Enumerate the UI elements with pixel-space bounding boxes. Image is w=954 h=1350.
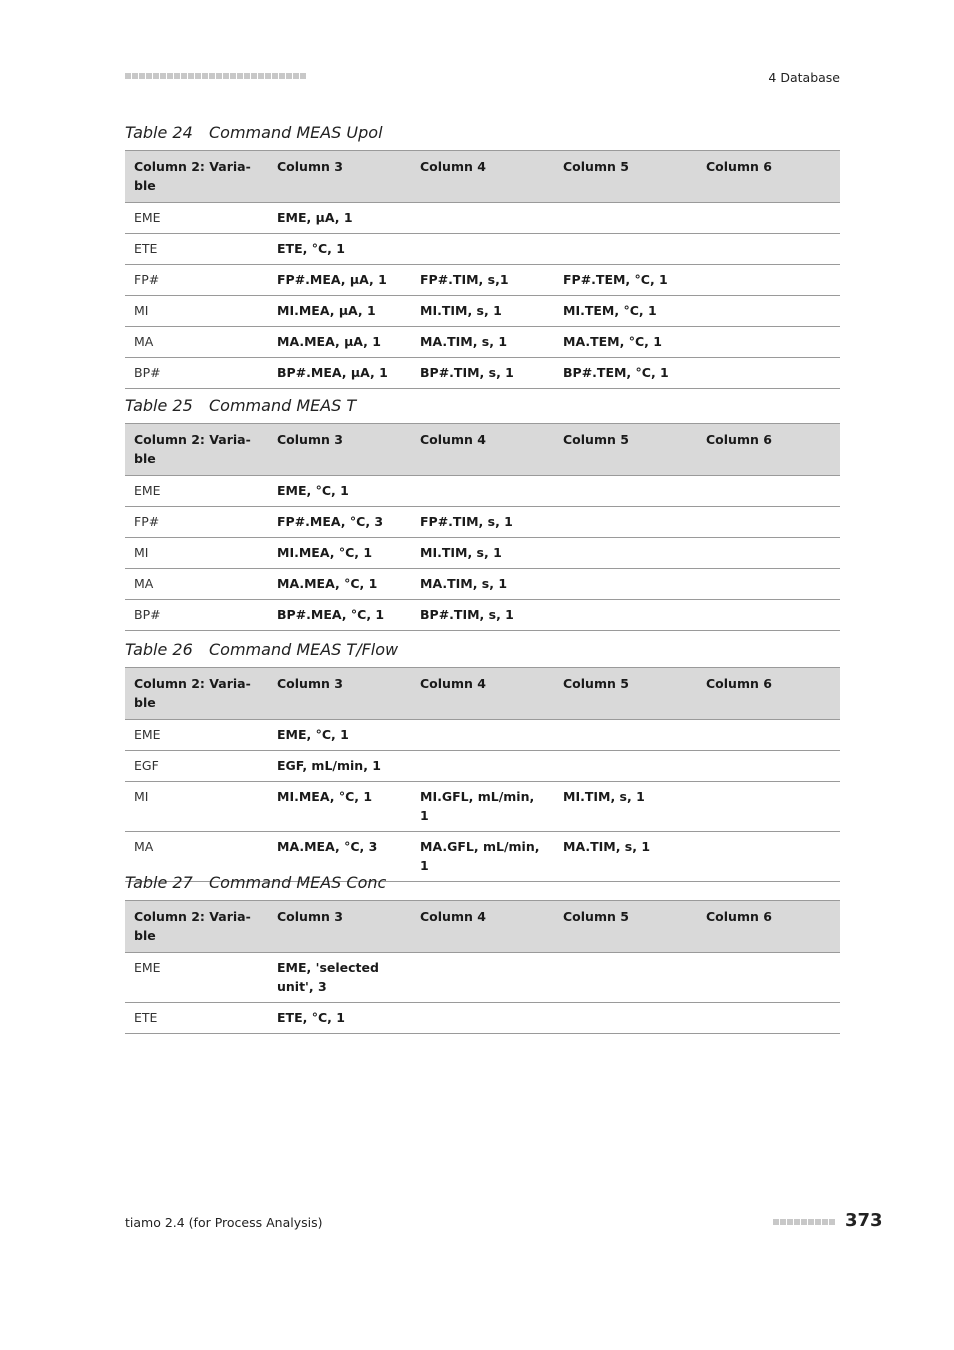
table-cell: EME [125,476,268,507]
table-cell: MI [125,538,268,569]
table-cell: ETE [125,1003,268,1034]
table-row [125,538,840,569]
table-cell [411,476,554,507]
table-cell: EME, °C, 1 [268,720,411,751]
table-title: Command MEAS Conc [209,873,387,892]
table-cell: MI.TIM, s, 1 [411,538,554,569]
table-cell: MA.MEA, µA, 1 [268,327,411,358]
table-row [125,327,840,358]
table-header-row [125,901,840,953]
column-header: Column 2: Varia- ble [125,424,268,476]
column-header: Column 6 [697,424,840,476]
table-cell: EGF, mL/min, 1 [268,751,411,782]
table-cell: MI [125,782,268,832]
table-cell: MA.TEM, °C, 1 [554,327,697,358]
table-cell [554,1003,697,1034]
table-cell: EME [125,953,268,1003]
table-cell: EME, µA, 1 [268,203,411,234]
table-caption [125,123,383,142]
table-caption [125,873,386,892]
table-cell: FP# [125,265,268,296]
table-cell: MI.TIM, s, 1 [554,782,697,832]
table-number: Table 24 [125,123,193,142]
table-cell: MA [125,569,268,600]
table-title: Command MEAS T/Flow [209,640,399,659]
table-cell: ETE, °C, 1 [268,1003,411,1034]
column-header: Column 4 [411,151,554,203]
data-table [125,423,840,631]
table-row [125,751,840,782]
table-cell [411,203,554,234]
table-cell [554,953,697,1003]
table-header-row [125,151,840,203]
table-cell [697,507,840,538]
table-cell: MI.MEA, µA, 1 [268,296,411,327]
table-cell [697,203,840,234]
table-cell [697,569,840,600]
table-cell [697,751,840,782]
column-header: Column 5 [554,668,697,720]
table-cell: FP# [125,507,268,538]
footer-decoration-dots [773,1219,835,1225]
table-cell: MA.MEA, °C, 1 [268,569,411,600]
table-cell: ETE [125,234,268,265]
table-number: Table 25 [125,396,193,415]
table-cell: BP#.TIM, s, 1 [411,358,554,389]
table-cell: FP#.MEA, µA, 1 [268,265,411,296]
table-cell [554,476,697,507]
table-row [125,358,840,389]
column-header: Column 6 [697,668,840,720]
table-caption [125,640,398,659]
table-cell: MA.GFL, mL/min, 1 [411,832,554,882]
column-header: Column 6 [697,151,840,203]
table-row [125,782,840,832]
table-cell: EME [125,720,268,751]
table-cell: BP#.TIM, s, 1 [411,600,554,631]
column-header: Column 3 [268,901,411,953]
table-row [125,1003,840,1034]
table-row [125,296,840,327]
table-cell [554,507,697,538]
table-cell: MI [125,296,268,327]
table-cell: EGF [125,751,268,782]
table-cell [554,203,697,234]
table-cell: FP#.TIM, s, 1 [411,507,554,538]
table-cell: BP# [125,600,268,631]
table-cell: MI.GFL, mL/min, 1 [411,782,554,832]
table-cell [697,600,840,631]
table-cell [554,600,697,631]
table-cell [697,327,840,358]
table-cell: BP#.MEA, µA, 1 [268,358,411,389]
table-number: Table 26 [125,640,193,659]
table-row [125,507,840,538]
table-cell: MA [125,327,268,358]
column-header: Column 4 [411,668,554,720]
table-cell: MI.TIM, s, 1 [411,296,554,327]
table-cell [697,1003,840,1034]
table-header-row [125,424,840,476]
table-cell [697,296,840,327]
data-table [125,667,840,882]
table-cell [697,358,840,389]
table-cell [697,782,840,832]
table-title: Command MEAS Upol [209,123,383,142]
table-cell: EME [125,203,268,234]
column-header: Column 3 [268,151,411,203]
table-cell [697,832,840,882]
table-cell: EME, °C, 1 [268,476,411,507]
table-cell [554,720,697,751]
column-header: Column 3 [268,424,411,476]
table-cell: FP#.MEA, °C, 3 [268,507,411,538]
table-cell [554,234,697,265]
column-header: Column 4 [411,901,554,953]
table-row [125,569,840,600]
table-cell [554,569,697,600]
table-cell [697,234,840,265]
header-decoration-dots [125,73,306,79]
footer-product-name: tiamo 2.4 (for Process Analysis) [125,1215,323,1230]
table-number: Table 27 [125,873,193,892]
table-cell [697,476,840,507]
table-cell: MA.TIM, s, 1 [411,327,554,358]
table-cell [697,953,840,1003]
table-row [125,203,840,234]
table-cell [411,751,554,782]
table-cell [554,538,697,569]
table-cell: MA [125,832,268,882]
table-cell: MI.MEA, °C, 1 [268,538,411,569]
table-cell [411,1003,554,1034]
column-header: Column 5 [554,151,697,203]
column-header: Column 2: Varia- ble [125,151,268,203]
table-cell: FP#.TEM, °C, 1 [554,265,697,296]
section-title: 4 Database [768,70,840,85]
table-row [125,600,840,631]
column-header: Column 5 [554,424,697,476]
page-number: 373 [845,1210,883,1231]
table-cell [697,720,840,751]
table-cell: FP#.TIM, s,1 [411,265,554,296]
table-row [125,234,840,265]
table-cell: MA.TIM, s, 1 [411,569,554,600]
table-cell: ETE, °C, 1 [268,234,411,265]
table-cell [411,720,554,751]
table-header-row [125,668,840,720]
table-row [125,720,840,751]
table-cell: BP#.TEM, °C, 1 [554,358,697,389]
table-row [125,476,840,507]
table-cell [411,953,554,1003]
table-title: Command MEAS T [209,396,357,415]
table-cell [411,234,554,265]
data-table [125,900,840,1034]
data-table [125,150,840,389]
table-cell: BP# [125,358,268,389]
table-cell: MA.TIM, s, 1 [554,832,697,882]
table-cell [554,751,697,782]
column-header: Column 5 [554,901,697,953]
column-header: Column 3 [268,668,411,720]
table-cell: MA.MEA, °C, 3 [268,832,411,882]
column-header: Column 2: Varia- ble [125,668,268,720]
table-cell [697,538,840,569]
table-cell: MI.MEA, °C, 1 [268,782,411,832]
table-cell: EME, 'selected unit', 3 [268,953,411,1003]
column-header: Column 4 [411,424,554,476]
column-header: Column 2: Varia- ble [125,901,268,953]
table-cell: BP#.MEA, °C, 1 [268,600,411,631]
table-cell [697,265,840,296]
table-row [125,265,840,296]
column-header: Column 6 [697,901,840,953]
table-caption [125,396,356,415]
table-row [125,953,840,1003]
table-cell: MI.TEM, °C, 1 [554,296,697,327]
